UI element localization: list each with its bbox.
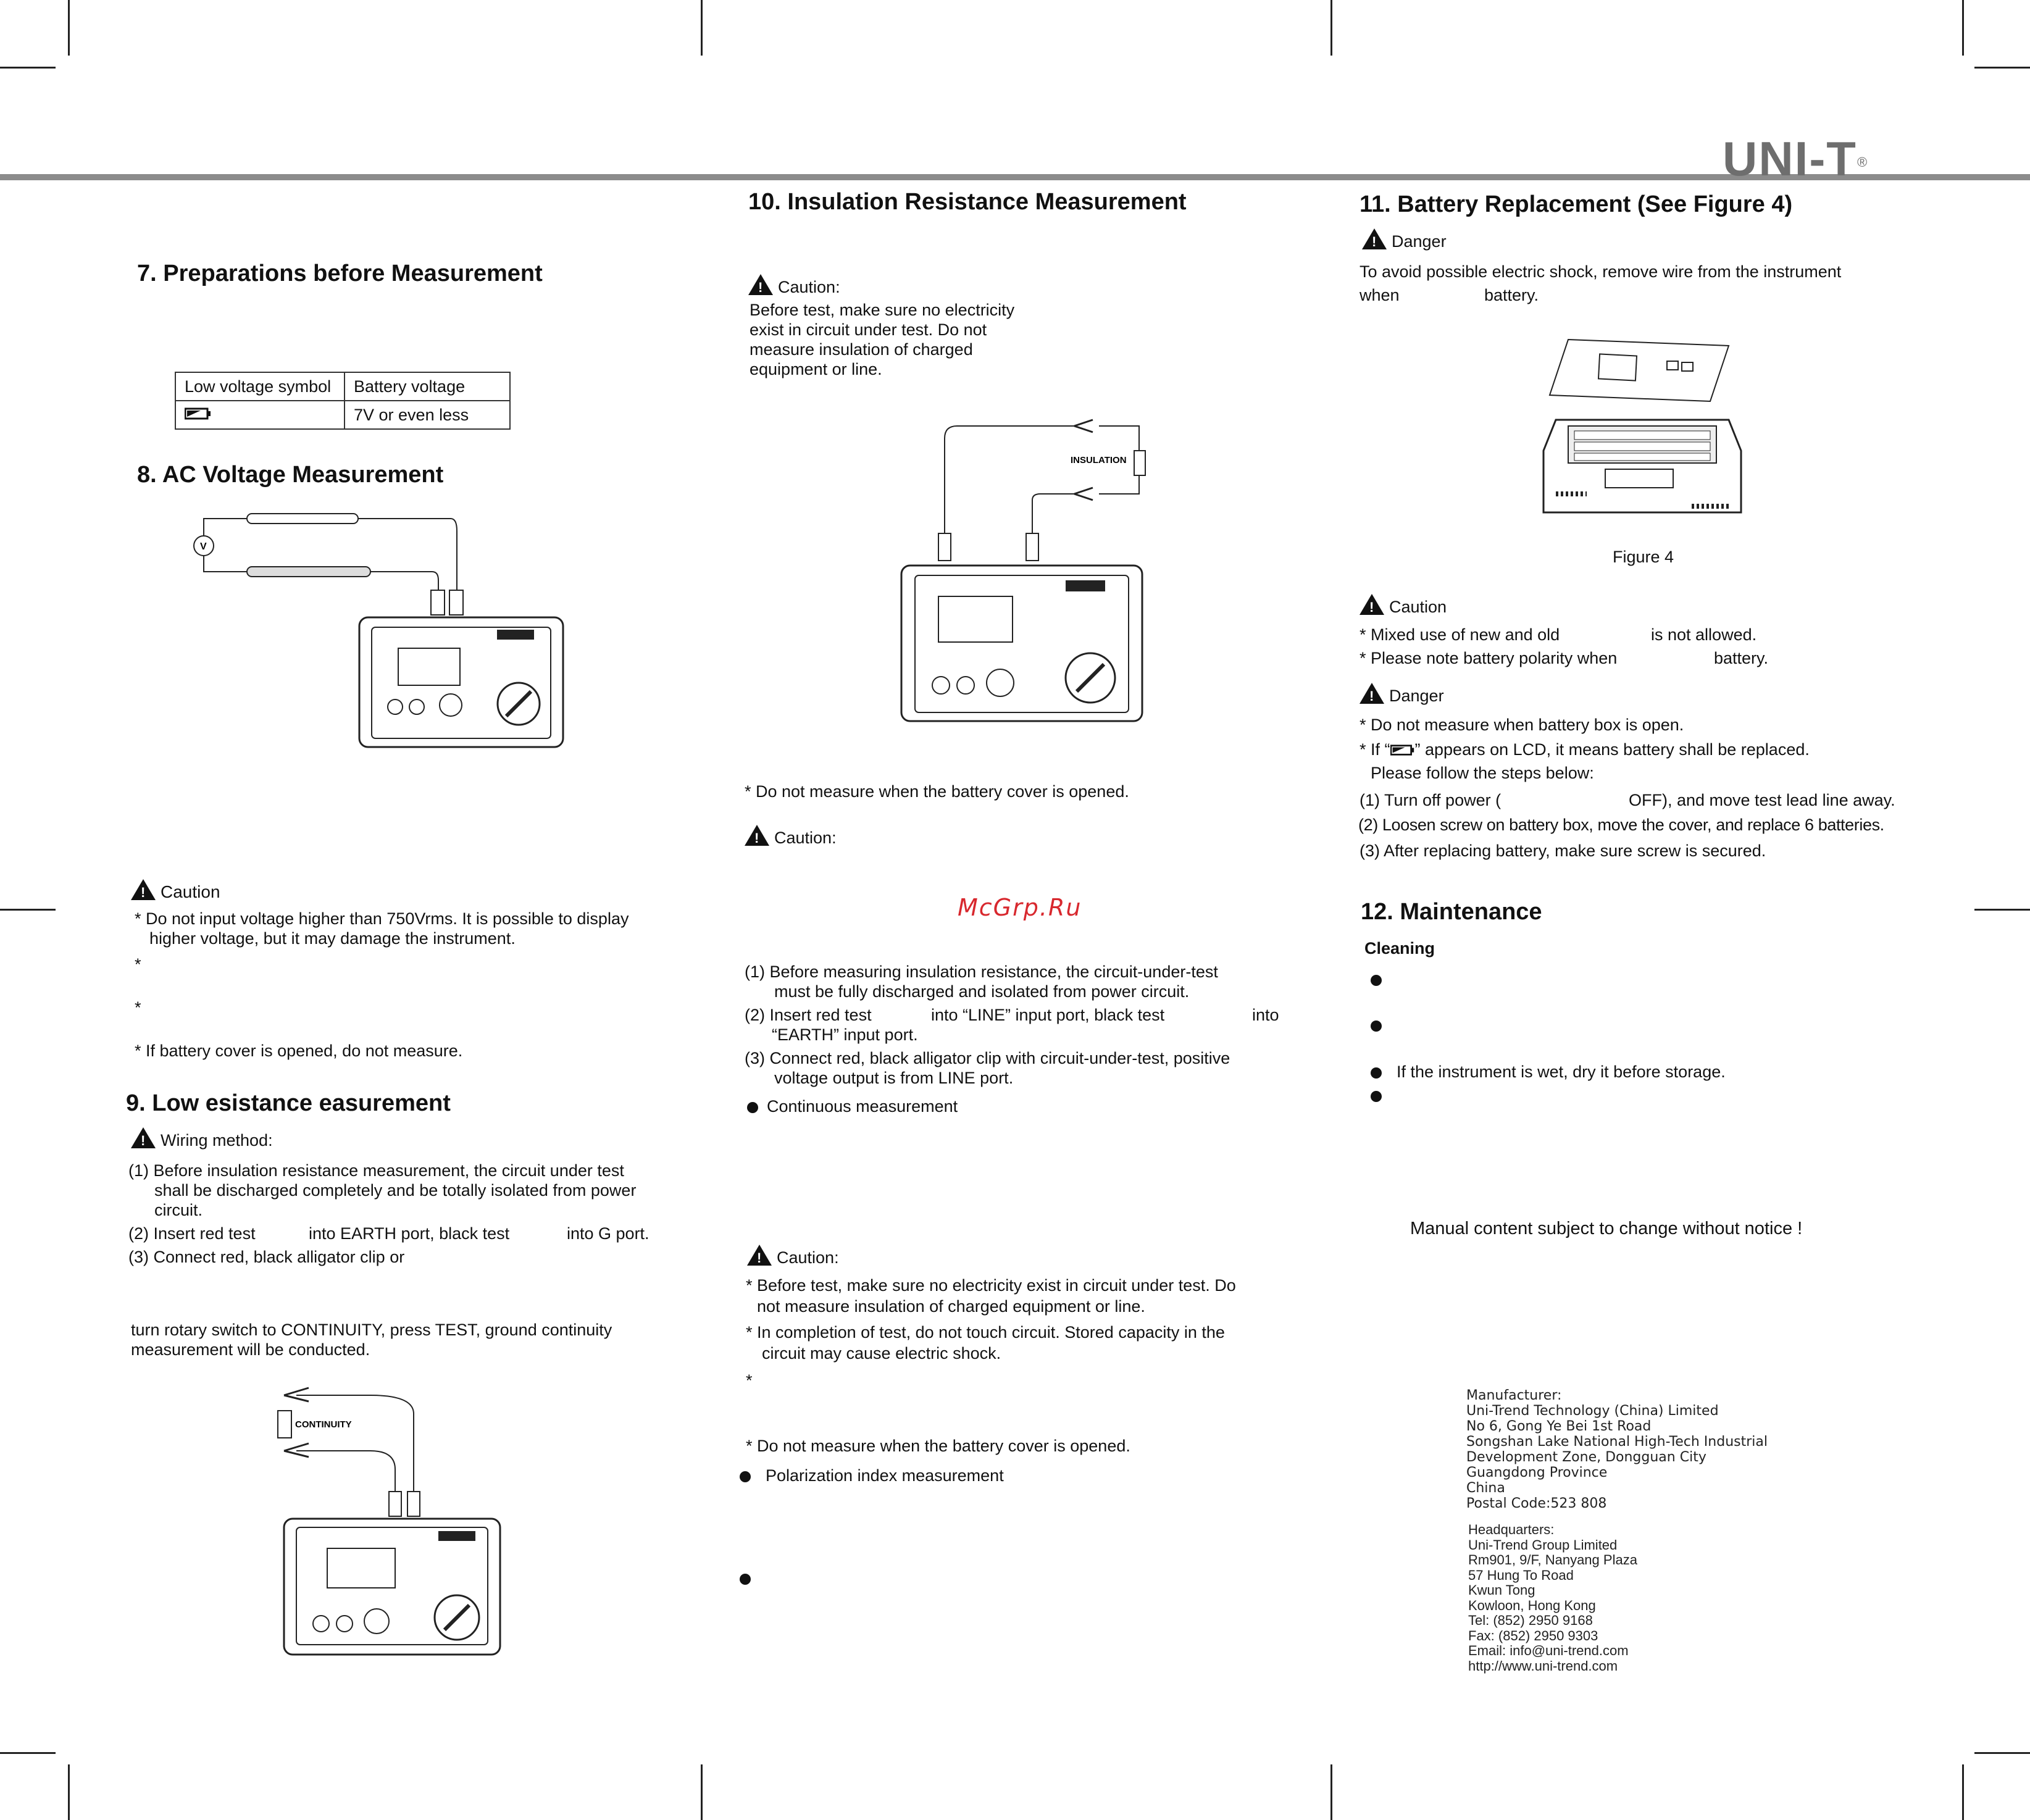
table-header: Low voltage symbol	[175, 372, 345, 401]
body-text: measurement will be conducted.	[131, 1340, 370, 1359]
body-text: into EARTH port, black test	[309, 1224, 510, 1243]
low-battery-icon	[1390, 744, 1415, 756]
table-cell: 7V or even less	[345, 401, 510, 429]
caution-text: *	[135, 955, 141, 974]
crop-mark	[1330, 1764, 1332, 1820]
address-line: Manufacturer:	[1466, 1388, 1562, 1403]
crop-mark	[701, 1764, 703, 1820]
battery-table	[175, 372, 511, 430]
crop-mark	[1974, 1752, 2030, 1754]
notice-text: Manual content subject to change without notice !	[1410, 1219, 1803, 1238]
warning-icon	[1360, 683, 1384, 704]
body-text: into G port.	[567, 1224, 650, 1243]
caution-text: * If battery cover is opened, do not measure.	[135, 1041, 463, 1060]
caution-text: * Please note battery polarity when	[1360, 649, 1618, 667]
continuity-label: CONTINUITY	[295, 1419, 352, 1430]
caution-text: measure insulation of charged	[750, 340, 973, 359]
crop-mark	[0, 1752, 56, 1754]
caution-text: * Before test, make sure no electricity exist in circuit under test. Do	[746, 1276, 1236, 1295]
body-text: shall be discharged completely and be totally isolated from power	[154, 1181, 637, 1200]
danger-text: * If “ ” appears on LCD, it means battery shall be replaced.	[1360, 740, 1810, 759]
manufacturer-block	[1466, 1388, 1768, 1511]
caution-text: is not allowed.	[1651, 625, 1757, 644]
caution-text: higher voltage, but it may damage the instrument.	[149, 929, 516, 948]
address-line: Uni-Trend Group Limited	[1468, 1537, 1618, 1553]
section-9-title: 9. Low esistance easurement	[126, 1090, 451, 1116]
polarization-item: Polarization index measurement	[740, 1466, 1004, 1485]
body-text: To avoid possible electric shock, remove wire from the instrument	[1360, 262, 1842, 281]
crop-mark	[68, 0, 70, 56]
caution-text: * Mixed use of new and old	[1360, 625, 1560, 644]
step-text: voltage output is from LINE port.	[774, 1069, 1014, 1087]
bullet-item	[1371, 1085, 1397, 1105]
crop-mark	[1962, 0, 1964, 56]
section-11-title: 11. Battery Replacement (See Figure 4)	[1360, 191, 1793, 217]
body-text: when	[1360, 286, 1400, 304]
address-line: Development Zone, Dongguan City	[1466, 1450, 1706, 1465]
step-text: (1) Before measuring insulation resistance, the circuit-under-test	[745, 962, 1218, 981]
caution-heading: !Caution:	[745, 825, 837, 848]
body-text: turn rotary switch to CONTINUITY, press TEST, ground continuity	[131, 1321, 612, 1339]
address-line: Fax: (852) 2950 9303	[1468, 1627, 1598, 1643]
battery-figure	[1531, 327, 1753, 531]
caution-text: circuit may cause electric shock.	[762, 1344, 1001, 1363]
caution-text: * Do not measure when the battery cover is opened.	[746, 1437, 1130, 1455]
caution-text: equipment or line.	[750, 360, 882, 378]
step-text: must be fully discharged and isolated from power circuit.	[774, 982, 1190, 1001]
step-text: “EARTH” input port.	[772, 1025, 918, 1044]
address-line: Uni-Trend Technology (China) Limited	[1466, 1403, 1719, 1419]
caution-heading: !Caution	[131, 879, 220, 902]
ac-voltage-figure	[185, 506, 580, 753]
caution-text: battery.	[1714, 649, 1769, 667]
body-text: (3) Connect red, black alligator clip or	[128, 1248, 405, 1266]
continuous-item: Continuous measurement	[747, 1096, 958, 1116]
section-12-title: 12. Maintenance	[1361, 899, 1542, 925]
caution-heading: !Caution:	[748, 274, 840, 297]
danger-text: Please follow the steps below:	[1371, 764, 1594, 782]
address-line: Kwun Tong	[1468, 1582, 1535, 1598]
caution-heading: !Caution	[1360, 594, 1447, 617]
address-line: http://www.uni-trend.com	[1468, 1658, 1618, 1674]
body-text: battery.	[1484, 286, 1539, 304]
cleaning-heading: Cleaning	[1364, 939, 1435, 958]
address-line: Postal Code:523 808	[1466, 1496, 1607, 1511]
address-line: Guangdong Province	[1466, 1465, 1608, 1480]
address-line: No 6, Gong Ye Bei 1st Road	[1466, 1419, 1652, 1434]
wiring-heading: !Wiring method:	[131, 1127, 273, 1150]
brand-logo: UNI-T®	[1723, 131, 1869, 186]
warning-icon	[1362, 228, 1387, 249]
address-line: Songshan Lake National High-Tech Industrial	[1466, 1434, 1768, 1450]
caution-text: Before test, make sure no electricity	[750, 301, 1015, 319]
caution-text: * In completion of test, do not touch circuit. Stored capacity in the	[746, 1323, 1225, 1342]
low-battery-icon	[175, 401, 345, 429]
section-8-title: 8. AC Voltage Measurement	[137, 462, 444, 488]
step-text: (3) Connect red, black alligator clip with circuit-under-test, positive	[745, 1049, 1230, 1067]
insulation-figure	[889, 401, 1155, 728]
table-header: Battery voltage	[345, 372, 510, 401]
body-text: circuit.	[154, 1201, 203, 1219]
body-text: (1) Before insulation resistance measurement, the circuit under test	[128, 1161, 624, 1180]
watermark: McGrp.Ru	[958, 894, 1082, 921]
crop-mark	[1330, 0, 1332, 56]
step-text: (1) Turn off power (	[1360, 791, 1502, 809]
caution-heading: !Caution:	[747, 1245, 839, 1267]
address-line: Tel: (852) 2950 9168	[1468, 1613, 1593, 1628]
danger-heading: !Danger	[1362, 228, 1447, 251]
danger-text: * Do not measure when battery box is open.	[1360, 716, 1684, 734]
insulation-label: INSULATION	[1071, 455, 1127, 465]
address-line: China	[1466, 1480, 1505, 1496]
warning-icon	[745, 825, 769, 846]
step-text: into	[1252, 1006, 1279, 1024]
address-line: Email: info@uni-trend.com	[1468, 1643, 1629, 1658]
warning-icon	[747, 1245, 772, 1266]
caution-text: *	[135, 998, 141, 1017]
crop-mark	[0, 67, 56, 69]
address-line: Rm901, 9/F, Nanyang Plaza	[1468, 1552, 1637, 1567]
figure-caption: Figure 4	[1613, 548, 1674, 566]
step-text: OFF), and move test lead line away.	[1629, 791, 1895, 809]
step-text: (2) Loosen screw on battery box, move the cover, and replace 6 batteries.	[1358, 816, 1884, 834]
svg-text:V: V	[200, 541, 207, 552]
note-text: * Do not measure when the battery cover is opened.	[745, 782, 1129, 801]
bullet-item	[1371, 1015, 1397, 1035]
crop-mark	[1974, 67, 2030, 69]
bullet-item	[1371, 969, 1397, 989]
section-10-title: 10. Insulation Resistance Measurement	[748, 189, 1187, 215]
headquarters-block	[1468, 1522, 1637, 1674]
warning-icon	[1360, 594, 1384, 615]
danger-heading: !Danger	[1360, 683, 1444, 706]
address-line: 57 Hung To Road	[1468, 1567, 1574, 1583]
step-text: (3) After replacing battery, make sure screw is secured.	[1360, 841, 1766, 860]
step-text: into “LINE” input port, black test	[931, 1006, 1165, 1024]
address-line: Kowloon, Hong Kong	[1468, 1597, 1596, 1613]
crop-mark	[68, 1764, 70, 1820]
crop-mark	[1974, 909, 2030, 911]
section-7-title: 7. Preparations before Measurement	[137, 261, 543, 286]
bullet-item	[740, 1568, 766, 1588]
caution-text: * Do not input voltage higher than 750Vrms. It is possible to display	[135, 909, 629, 928]
step-text: (2) Insert red test	[745, 1006, 872, 1024]
continuity-figure	[272, 1377, 519, 1661]
crop-mark	[0, 909, 56, 911]
body-text: (2) Insert red test	[128, 1224, 256, 1243]
address-line: Headquarters:	[1468, 1522, 1555, 1537]
caution-text: exist in circuit under test. Do not	[750, 320, 987, 339]
crop-mark	[1962, 1764, 1964, 1820]
warning-icon	[131, 1127, 156, 1148]
caution-text: *	[746, 1371, 753, 1390]
crop-mark	[701, 0, 703, 56]
warning-icon	[131, 879, 156, 900]
bullet-item: If the instrument is wet, dry it before storage.	[1371, 1062, 1726, 1082]
warning-icon	[748, 274, 773, 295]
caution-text: not measure insulation of charged equipment or line.	[757, 1297, 1145, 1316]
